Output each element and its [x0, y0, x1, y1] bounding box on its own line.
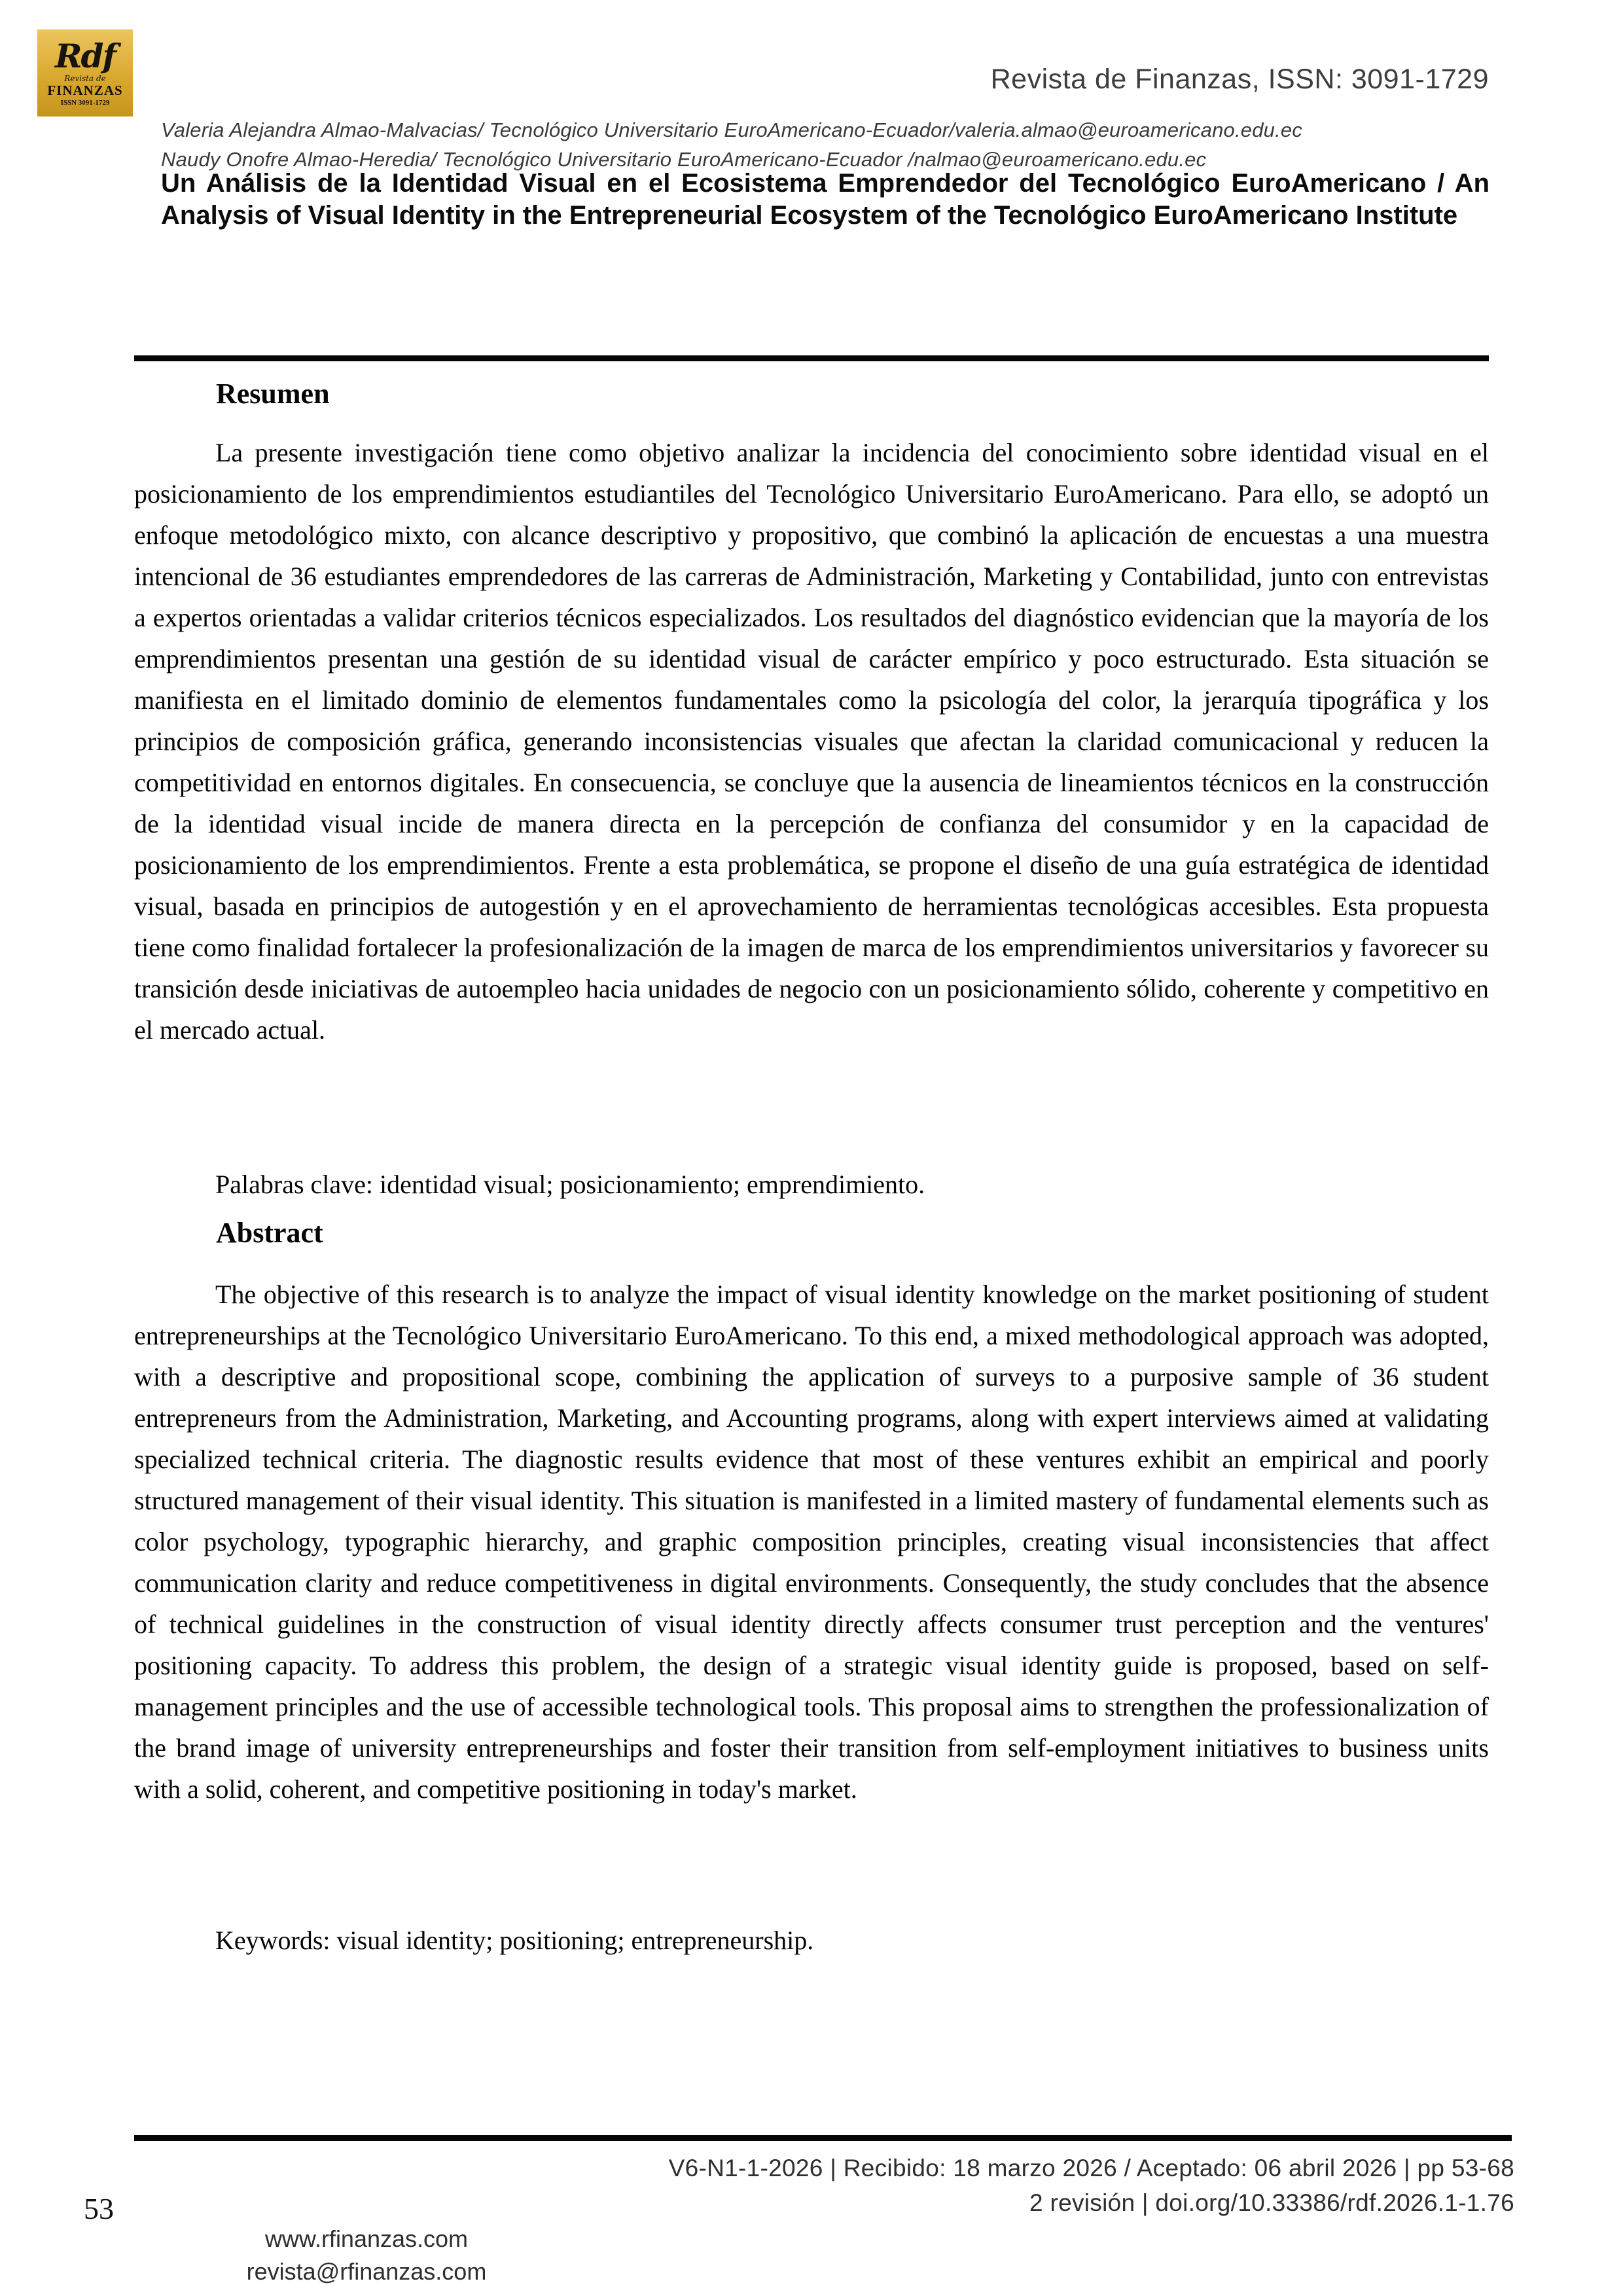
footer-doi-line: 2 revisión | doi.org/10.33386/rdf.2026.1-1.76	[1029, 2189, 1514, 2216]
paper-title: Un Análisis de la Identidad Visual en el Ecosistema Emprendedor del Tecnológico EuroAmericano / An Analysis of Visual Identity in the Entrepreneurial Ecosystem of the Tecnológico EuroAmericano Institute	[161, 169, 1489, 230]
abstract-heading: Abstract	[216, 1217, 323, 1249]
footer-volume-line: V6-N1-1-2026 | Recibido: 18 marzo 2026 / Aceptado: 06 abril 2026 | pp 53-68	[668, 2155, 1514, 2181]
journal-website: www.rfinanzas.com	[264, 2225, 469, 2252]
logo-small-line: Revista de	[64, 73, 106, 83]
logo-issn: ISSN 3091-1729	[60, 98, 110, 107]
palabras-clave: Palabras clave: identidad visual; posicionamiento; emprendimiento.	[215, 1170, 925, 1199]
logo-monogram: Rdf	[54, 36, 116, 75]
abstract-paragraph: The objective of this research is to analyze the impact of visual identity knowledge on the market positioning of student entrepreneurships at the Tecnológico Universitario EuroAmericano. To this end, a mixed methodological approach was adopted, with a descriptive and propositional scope, combining the application of surveys to a purposive sample of 36 student entrepreneurs from the Administration, Marketing, and Accounting programs, along with expert interviews aimed at validating specialized technical criteria. The diagnostic results evidence that most of these ventures exhibit an empirical and poorly structured management of their visual identity. This situation is manifested in a limited mastery of fundamental elements such as color psychology, typographic hierarchy, and graphic composition principles, creating visual inconsistencies that affect communication clarity and reduce competitiveness in digital environments. Consequently, the study concludes that the absence of technical guidelines in the construction of visual identity directly affects consumer trust perception and the ventures' positioning capacity. To address this problem, the design of a strategic visual identity guide is proposed, based on self-management principles and the use of accessible technological tools. This proposal aims to strengthen the professionalization of the brand image of university entrepreneurships and foster their transition from self-employment initiatives to business units with a solid, coherent, and competitive positioning in today's market.	[134, 1280, 1489, 1804]
resumen-heading: Resumen	[216, 378, 330, 410]
footer-meta	[669, 2151, 1514, 2220]
author-line-2: Naudy Onofre Almao-Heredia/ Tecnológico Universitario EuroAmericano-Ecuador /nalmao@euroamericano.edu.ec	[161, 148, 1207, 171]
header-divider-rule	[134, 355, 1489, 361]
journal-email: revista@rfinanzas.com	[246, 2258, 487, 2285]
logo-name: FINANZAS	[47, 82, 123, 98]
page-number: 53	[84, 2192, 114, 2225]
keywords: Keywords: visual identity; positioning; entrepreneurship.	[215, 1926, 814, 1955]
journal-title: Revista de Finanzas, ISSN: 3091-1729	[990, 63, 1489, 95]
journal-logo	[37, 29, 133, 117]
footer-divider-rule	[134, 2135, 1512, 2141]
journal-contact	[193, 2223, 540, 2288]
author-line-1: Valeria Alejandra Almao-Malvacias/ Tecnológico Universitario EuroAmericano-Ecuador/valeria.almao@euroamericano.edu.ec	[161, 118, 1303, 141]
author-block	[161, 115, 1302, 174]
resumen-paragraph: La presente investigación tiene como objetivo analizar la incidencia del conocimiento sobre identidad visual en el posicionamiento de los emprendimientos estudiantiles del Tecnológico Universitario EuroAmericano. Para ello, se adoptó un enfoque metodológico mixto, con alcance descriptivo y propositivo, que combinó la aplicación de encuestas a una muestra intencional de 36 estudiantes emprendedores de las carreras de Administración, Marketing y Contabilidad, junto con entrevistas a expertos orientadas a validar criterios técnicos especializados. Los resultados del diagnóstico evidencian que la mayoría de los emprendimientos presentan una gestión de su identidad visual de carácter empírico y poco estructurado. Esta situación se manifiesta en el limitado dominio de elementos fundamentales como la psicología del color, la jerarquía tipográfica y los principios de composición gráfica, generando inconsistencias visuales que afectan la claridad comunicacional y reducen la competitividad en entornos digitales. En consecuencia, se concluye que la ausencia de lineamientos técnicos en la construcción de la identidad visual incide de manera directa en la percepción de confianza del consumidor y en la capacidad de posicionamiento de los emprendimientos. Frente a esta problemática, se propone el diseño de una guía estratégica de identidad visual, basada en principios de autogestión y en el aprovechamiento de herramientas tecnológicas accesibles. Esta propuesta tiene como finalidad fortalecer la profesionalización de la imagen de marca de los emprendimientos universitarios y favorecer su transición desde iniciativas de autoempleo hacia unidades de negocio con un posicionamiento sólido, coherente y competitivo en el mercado actual.	[134, 438, 1489, 1045]
